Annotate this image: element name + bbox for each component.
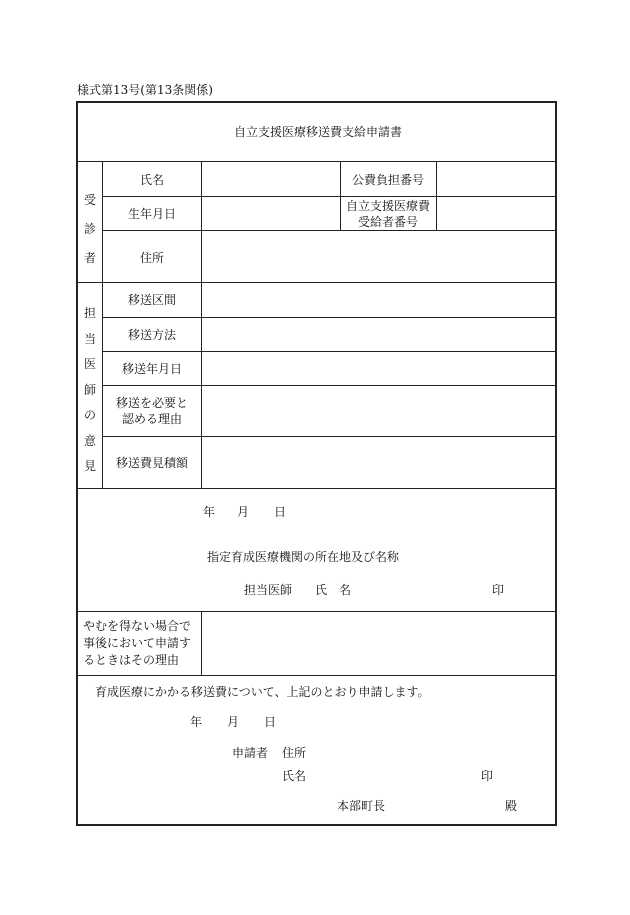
applicant-name-label: 氏名 bbox=[282, 769, 307, 783]
application-date-month: 月 bbox=[227, 715, 240, 729]
row-divider bbox=[102, 230, 555, 231]
doctor-opinion-group-label: 担 当 医 師 の 意 見 bbox=[83, 306, 96, 473]
column-divider bbox=[102, 161, 103, 488]
row-divider bbox=[102, 385, 555, 386]
row-divider bbox=[102, 436, 555, 437]
transport-section-label: 移送区間 bbox=[127, 293, 177, 307]
late-application-reason-label: やむを得ない場合で 事後において申請す るときはその理由 bbox=[83, 619, 192, 667]
patient-group-label: 受 診 者 bbox=[83, 193, 96, 265]
addressee-label: 本部町長 bbox=[337, 799, 386, 813]
column-divider bbox=[436, 161, 437, 230]
application-statement: 育成医療にかかる移送費について、上記のとおり申請します。 bbox=[95, 685, 430, 699]
column-divider bbox=[201, 161, 202, 488]
attending-doctor-label: 担当医師 bbox=[244, 583, 293, 597]
honorific-mark: 殿 bbox=[505, 799, 518, 813]
transport-estimate-label: 移送費見積額 bbox=[115, 456, 189, 470]
row-divider bbox=[102, 351, 555, 352]
application-form bbox=[76, 101, 557, 826]
row-divider bbox=[78, 488, 555, 489]
cert-date-day: 日 bbox=[274, 505, 287, 519]
applicant-label: 申請者 bbox=[232, 746, 269, 760]
transport-date-label: 移送年月日 bbox=[121, 362, 183, 376]
birth-date-label: 生年月日 bbox=[127, 207, 177, 221]
institution-label: 指定育成医療機関の所在地及び名称 bbox=[207, 550, 400, 564]
row-divider bbox=[78, 675, 555, 676]
applicant-address-label: 住所 bbox=[282, 746, 307, 760]
form-number-caption: 様式第13号(第13条関係) bbox=[77, 83, 213, 97]
application-date-day: 日 bbox=[264, 715, 277, 729]
transport-method-label: 移送方法 bbox=[127, 328, 177, 342]
recipient-number-label: 自立支援医療費 受給者番号 bbox=[345, 199, 431, 229]
address-label: 住所 bbox=[139, 251, 165, 265]
name-label: 氏名 bbox=[139, 173, 165, 187]
applicant-seal-mark: 印 bbox=[481, 769, 494, 783]
cert-date-year: 年 bbox=[203, 505, 216, 519]
column-divider bbox=[201, 611, 202, 675]
application-date-year: 年 bbox=[190, 715, 203, 729]
row-divider bbox=[102, 317, 555, 318]
cert-date-month: 月 bbox=[237, 505, 250, 519]
transport-reason-label: 移送を必要と 認める理由 bbox=[115, 396, 189, 426]
row-divider bbox=[78, 161, 555, 162]
row-divider bbox=[78, 282, 555, 283]
form-title: 自立支援医療移送費支給申請書 bbox=[233, 125, 403, 139]
row-divider bbox=[78, 611, 555, 612]
doctor-seal-mark: 印 bbox=[492, 583, 505, 597]
row-divider bbox=[102, 196, 555, 197]
column-divider bbox=[340, 161, 341, 230]
doctor-name-label: 氏 名 bbox=[315, 583, 352, 597]
public-burden-number-label: 公費負担番号 bbox=[351, 173, 425, 187]
